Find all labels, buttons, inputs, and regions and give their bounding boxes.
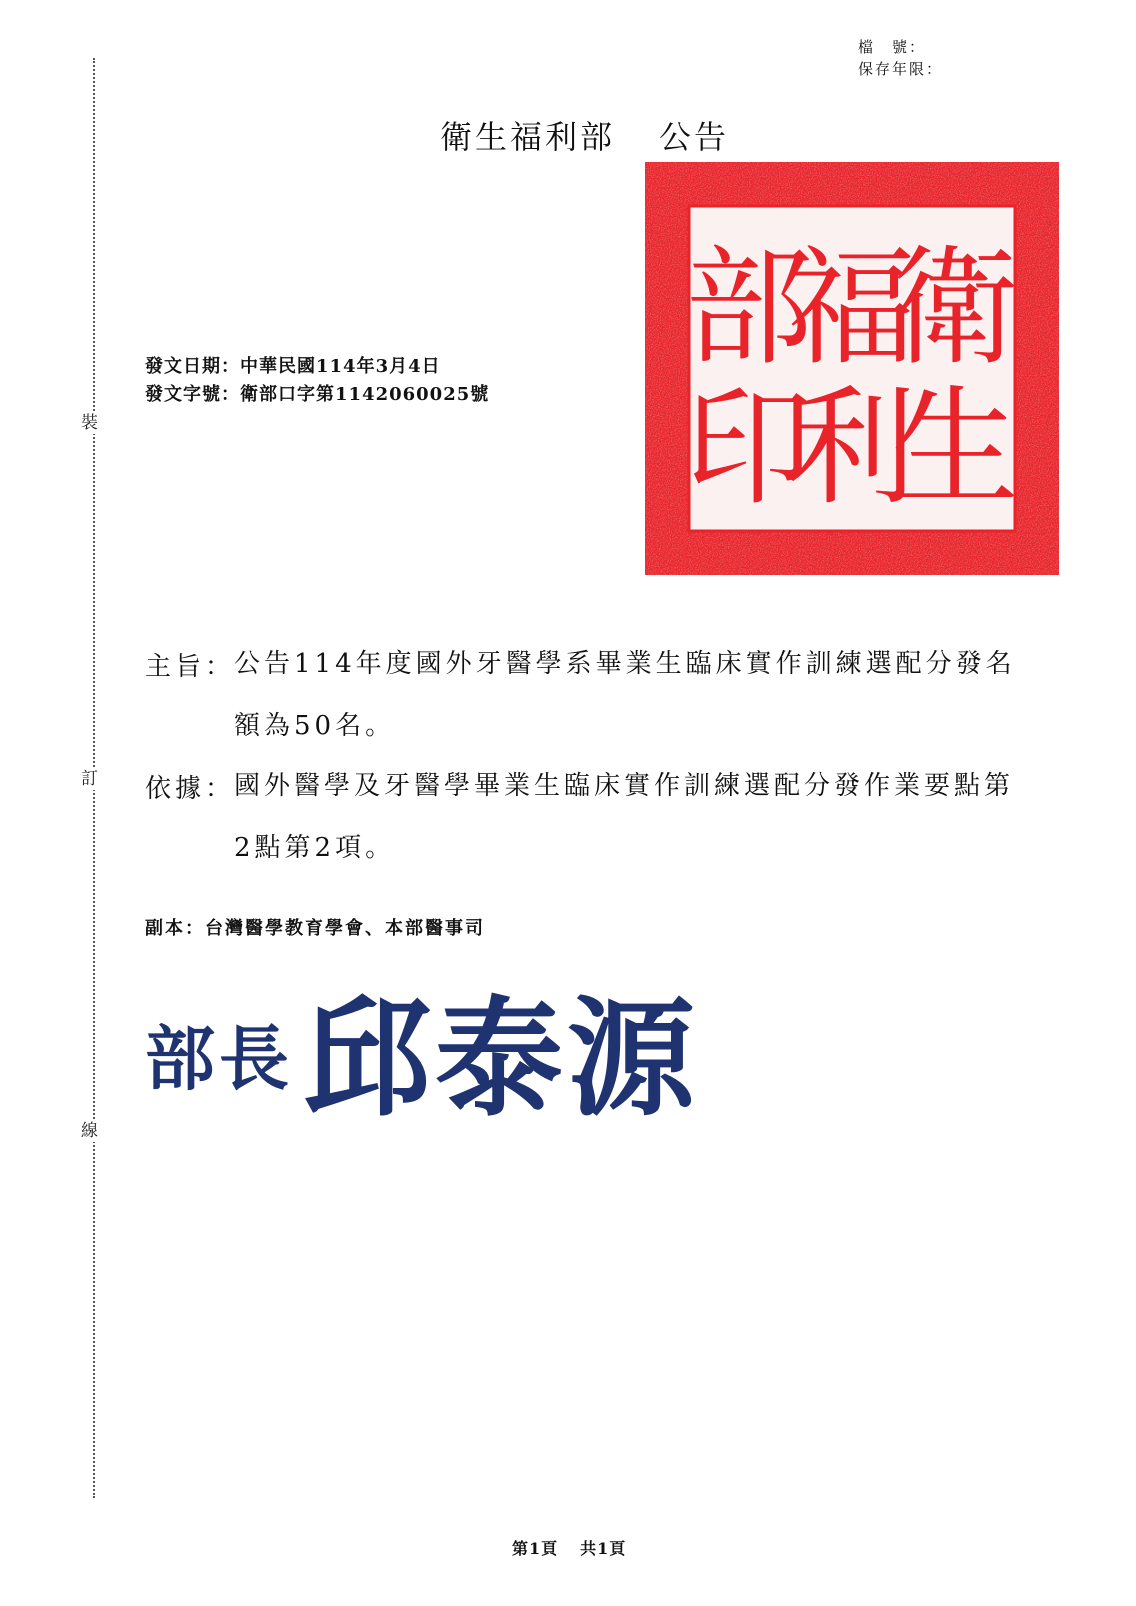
- page-footer: [512, 1536, 626, 1559]
- seal-char-3: 福: [787, 234, 917, 383]
- seal-char-5: 部: [684, 234, 814, 383]
- binding-mark-middle: 訂: [81, 769, 98, 789]
- basis-line-2: 2點第2項。: [234, 833, 396, 863]
- agency-name: 衛生福利部: [440, 118, 616, 156]
- page-total: 共1頁: [580, 1539, 627, 1558]
- official-seal: [645, 162, 1059, 575]
- file-number-label: 檔 號：: [858, 38, 927, 56]
- copy-recipients: 副本：台灣醫學教育學會、本部醫事司: [145, 918, 485, 939]
- basis-line-1: 國外醫學及牙醫學畢業生臨床實作訓練選配分發作業要點第: [234, 771, 1015, 801]
- signature-title: 部長: [145, 1017, 293, 1100]
- signature-name: 邱泰源: [303, 984, 700, 1134]
- retention-label: 保存年限：: [858, 60, 944, 78]
- seal-char-6: 印: [684, 374, 814, 523]
- subject-line-1: 公告114年度國外牙醫學系畢業生臨床實作訓練選配分發名: [234, 649, 1016, 679]
- seal-char-2: 生: [890, 374, 1020, 523]
- issue-date: 發文日期：中華民國114年3月4日: [145, 356, 441, 377]
- seal-char-4: 利: [787, 374, 917, 523]
- subject-line-2: 額為50名。: [234, 711, 396, 741]
- subject-label: 主旨：: [145, 652, 236, 682]
- binding-mark-top: 裝: [81, 413, 98, 433]
- minister-signature: [145, 975, 705, 1145]
- seal-char-1: 衛: [890, 234, 1020, 383]
- page-title: [440, 112, 729, 158]
- binding-mark-bottom: 線: [81, 1121, 98, 1141]
- page-number: 第1頁: [512, 1539, 559, 1558]
- issue-number: 發文字號：衛部口字第1142060025號: [145, 384, 490, 405]
- doc-type: 公告: [659, 118, 730, 156]
- basis-label: 依據：: [145, 774, 236, 804]
